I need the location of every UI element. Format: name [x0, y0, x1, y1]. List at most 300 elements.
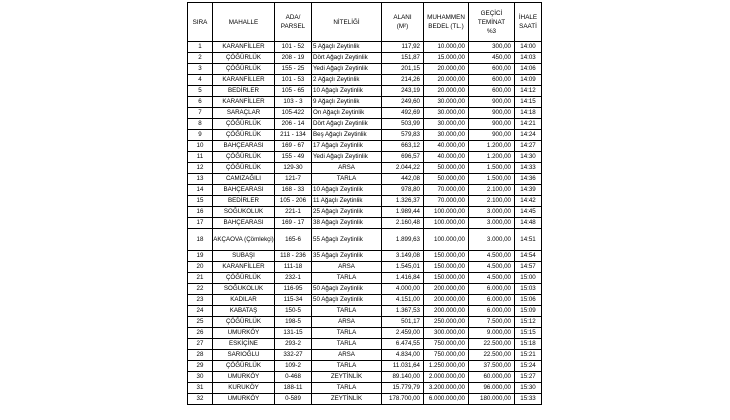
cell-alani: 1.367,53 [382, 306, 424, 317]
cell-ada-parsel: 111-18 [275, 262, 312, 273]
table-row [188, 130, 542, 141]
table-row [188, 163, 542, 174]
table-row [188, 152, 542, 163]
cell-muhammen-bedel: 750.000,00 [424, 350, 469, 361]
cell-sira: 1 [188, 42, 213, 53]
cell-sira: 19 [188, 251, 213, 262]
cell-ada-parsel: 118 - 236 [275, 251, 312, 262]
cell-mahalle: AKÇAOVA (Çömlekçi) [213, 229, 275, 251]
cell-sira: 31 [188, 383, 213, 394]
cell-sira: 22 [188, 284, 213, 295]
cell-sira: 24 [188, 306, 213, 317]
cell-mahalle: BAHÇEARASI [213, 141, 275, 152]
cell-alani: 1.899,63 [382, 229, 424, 251]
cell-mahalle: BEDİRLER [213, 86, 275, 97]
cell-niteligi: ARSA [312, 262, 382, 273]
cell-muhammen-bedel: 20.000,00 [424, 64, 469, 75]
cell-ihale-saati: 15:06 [515, 295, 542, 306]
cell-muhammen-bedel: 2.000.000,00 [424, 372, 469, 383]
cell-gecici-teminat: 900,00 [469, 130, 515, 141]
cell-mahalle: BAHÇEARASI [213, 185, 275, 196]
cell-alani: 2.459,00 [382, 328, 424, 339]
cell-sira: 12 [188, 163, 213, 174]
table-row [188, 207, 542, 218]
cell-gecici-teminat: 3.000,00 [469, 207, 515, 218]
table-row [188, 306, 542, 317]
table-row [188, 119, 542, 130]
cell-ada-parsel: 198-5 [275, 317, 312, 328]
cell-muhammen-bedel: 15.000,00 [424, 53, 469, 64]
cell-mahalle: SOĞUKOLUK [213, 284, 275, 295]
cell-niteligi: TARLA [312, 339, 382, 350]
table-row [188, 394, 542, 405]
cell-muhammen-bedel: 150.000,00 [424, 251, 469, 262]
cell-ada-parsel: 105 - 206 [275, 196, 312, 207]
table-row [188, 97, 542, 108]
cell-niteligi: 10 Ağaçlı Zeytinlik [312, 185, 382, 196]
cell-ada-parsel: 101 - 53 [275, 75, 312, 86]
cell-mahalle: ÇÖĞÜRLÜK [213, 64, 275, 75]
cell-ihale-saati: 14:27 [515, 141, 542, 152]
cell-niteligi: TARLA [312, 383, 382, 394]
cell-mahalle: SARIOĞLU [213, 350, 275, 361]
cell-niteligi: 25 Ağaçlı Zeytinlik [312, 207, 382, 218]
cell-ada-parsel: 188-11 [275, 383, 312, 394]
cell-ihale-saati: 14:06 [515, 64, 542, 75]
cell-alani: 15.779,79 [382, 383, 424, 394]
cell-alani: 11.031,64 [382, 361, 424, 372]
cell-niteligi: Yedi Ağaçlı Zeytinlik [312, 64, 382, 75]
cell-gecici-teminat: 3.000,00 [469, 218, 515, 229]
cell-mahalle: KARANFİLLER [213, 97, 275, 108]
cell-muhammen-bedel: 100.000,00 [424, 218, 469, 229]
cell-muhammen-bedel: 150.000,00 [424, 273, 469, 284]
cell-ada-parsel: 116-95 [275, 284, 312, 295]
cell-ihale-saati: 14:57 [515, 262, 542, 273]
cell-sira: 27 [188, 339, 213, 350]
cell-sira: 17 [188, 218, 213, 229]
cell-alani: 1.545,01 [382, 262, 424, 273]
cell-muhammen-bedel: 150.000,00 [424, 262, 469, 273]
cell-mahalle: BAHÇEARASI [213, 218, 275, 229]
header-alani: ALANI (M²) [382, 3, 424, 42]
cell-gecici-teminat: 600,00 [469, 75, 515, 86]
cell-gecici-teminat: 4.500,00 [469, 273, 515, 284]
table-row [188, 108, 542, 119]
cell-niteligi: 2 Ağaçlı Zeytinlik [312, 75, 382, 86]
table-body [188, 42, 542, 405]
cell-mahalle: SARAÇLAR [213, 108, 275, 119]
cell-niteligi: 35 Ağaçlı Zeytinlik [312, 251, 382, 262]
cell-sira: 28 [188, 350, 213, 361]
cell-sira: 11 [188, 152, 213, 163]
cell-ihale-saati: 14:03 [515, 53, 542, 64]
cell-muhammen-bedel: 20.000,00 [424, 75, 469, 86]
cell-muhammen-bedel: 250.000,00 [424, 317, 469, 328]
cell-muhammen-bedel: 30.000,00 [424, 119, 469, 130]
table-row [188, 262, 542, 273]
table-row [188, 64, 542, 75]
cell-muhammen-bedel: 200.000,00 [424, 306, 469, 317]
table-row [188, 185, 542, 196]
cell-mahalle: KURUKÖY [213, 383, 275, 394]
cell-mahalle: KARANFİLLER [213, 75, 275, 86]
cell-niteligi: Dört Ağaçlı Zeytinlik [312, 119, 382, 130]
cell-mahalle: KABATAŞ [213, 306, 275, 317]
cell-alani: 503,99 [382, 119, 424, 130]
cell-ihale-saati: 14:21 [515, 119, 542, 130]
cell-muhammen-bedel: 70.000,00 [424, 185, 469, 196]
cell-ihale-saati: 14:42 [515, 196, 542, 207]
cell-muhammen-bedel: 6.000.000,00 [424, 394, 469, 405]
table-row [188, 251, 542, 262]
cell-ihale-saati: 14:00 [515, 42, 542, 53]
cell-ada-parsel: 131-15 [275, 328, 312, 339]
cell-gecici-teminat: 1.200,00 [469, 141, 515, 152]
cell-muhammen-bedel: 30.000,00 [424, 97, 469, 108]
cell-alani: 1.416,84 [382, 273, 424, 284]
cell-niteligi: 38 Ağaçlı Zeytinlik [312, 218, 382, 229]
cell-mahalle: CAMIZAĞILI [213, 174, 275, 185]
cell-niteligi: 5 Ağaçlı Zeytinlik [312, 42, 382, 53]
cell-gecici-teminat: 6.000,00 [469, 295, 515, 306]
cell-mahalle: UMURKÖY [213, 372, 275, 383]
cell-ada-parsel: 232-1 [275, 273, 312, 284]
cell-ada-parsel: 150-5 [275, 306, 312, 317]
cell-sira: 8 [188, 119, 213, 130]
cell-gecici-teminat: 4.500,00 [469, 262, 515, 273]
cell-alani: 151,87 [382, 53, 424, 64]
cell-ada-parsel: 169 - 17 [275, 218, 312, 229]
table-row [188, 328, 542, 339]
cell-ada-parsel: 165-6 [275, 229, 312, 251]
cell-muhammen-bedel: 50.000,00 [424, 163, 469, 174]
auction-table [187, 2, 542, 405]
table-row [188, 218, 542, 229]
cell-ada-parsel: 105 - 65 [275, 86, 312, 97]
header-row [188, 3, 542, 42]
table-row [188, 372, 542, 383]
cell-gecici-teminat: 22.500,00 [469, 339, 515, 350]
cell-muhammen-bedel: 100.000,00 [424, 207, 469, 218]
cell-ada-parsel: 155 - 25 [275, 64, 312, 75]
cell-mahalle: KARANFİLLER [213, 42, 275, 53]
cell-sira: 5 [188, 86, 213, 97]
cell-gecici-teminat: 96.000,00 [469, 383, 515, 394]
cell-sira: 15 [188, 196, 213, 207]
cell-ihale-saati: 15:12 [515, 317, 542, 328]
cell-ihale-saati: 15:24 [515, 361, 542, 372]
cell-mahalle: UMURKÖY [213, 394, 275, 405]
cell-ada-parsel: 105-422 [275, 108, 312, 119]
cell-gecici-teminat: 37.500,00 [469, 361, 515, 372]
cell-alani: 1.326,37 [382, 196, 424, 207]
cell-sira: 26 [188, 328, 213, 339]
cell-muhammen-bedel: 1.250.000,00 [424, 361, 469, 372]
cell-muhammen-bedel: 40.000,00 [424, 152, 469, 163]
cell-ada-parsel: 121-7 [275, 174, 312, 185]
cell-gecici-teminat: 4.500,00 [469, 251, 515, 262]
cell-niteligi: 50 Ağaçlı Zeytinlik [312, 284, 382, 295]
table-row [188, 295, 542, 306]
cell-muhammen-bedel: 20.000,00 [424, 86, 469, 97]
cell-muhammen-bedel: 200.000,00 [424, 295, 469, 306]
table-row [188, 174, 542, 185]
cell-ihale-saati: 14:36 [515, 174, 542, 185]
table-row [188, 42, 542, 53]
cell-sira: 18 [188, 229, 213, 251]
cell-sira: 6 [188, 97, 213, 108]
cell-sira: 20 [188, 262, 213, 273]
cell-alani: 4.000,00 [382, 284, 424, 295]
cell-ihale-saati: 15:33 [515, 394, 542, 405]
table-row [188, 196, 542, 207]
cell-gecici-teminat: 1.500,00 [469, 163, 515, 174]
cell-muhammen-bedel: 40.000,00 [424, 141, 469, 152]
cell-mahalle: BEDİRLER [213, 196, 275, 207]
cell-mahalle: ESKİÇİNE [213, 339, 275, 350]
cell-niteligi: ZEYTİNLİK [312, 394, 382, 405]
cell-alani: 4.834,00 [382, 350, 424, 361]
cell-ihale-saati: 15:00 [515, 273, 542, 284]
cell-niteligi: ARSA [312, 317, 382, 328]
cell-niteligi: TARLA [312, 306, 382, 317]
cell-niteligi: Beş Ağaçlı Zeytinlik [312, 130, 382, 141]
cell-ihale-saati: 15:27 [515, 372, 542, 383]
cell-muhammen-bedel: 10.000,00 [424, 42, 469, 53]
cell-ihale-saati: 14:09 [515, 75, 542, 86]
cell-sira: 9 [188, 130, 213, 141]
cell-alani: 243,19 [382, 86, 424, 97]
cell-sira: 10 [188, 141, 213, 152]
cell-mahalle: UMURKÖY [213, 328, 275, 339]
cell-mahalle: SOĞUKOLUK [213, 207, 275, 218]
cell-ada-parsel: 101 - 52 [275, 42, 312, 53]
cell-mahalle: ÇÖĞÜRLÜK [213, 317, 275, 328]
cell-alani: 249,60 [382, 97, 424, 108]
cell-alani: 117,92 [382, 42, 424, 53]
cell-sira: 14 [188, 185, 213, 196]
cell-sira: 2 [188, 53, 213, 64]
cell-ada-parsel: 168 - 33 [275, 185, 312, 196]
cell-niteligi: TARLA [312, 273, 382, 284]
auction-table-container [187, 2, 541, 405]
cell-alani: 442,08 [382, 174, 424, 185]
cell-sira: 3 [188, 64, 213, 75]
cell-ihale-saati: 14:33 [515, 163, 542, 174]
cell-gecici-teminat: 6.000,00 [469, 306, 515, 317]
cell-mahalle: KADILAR [213, 295, 275, 306]
cell-gecici-teminat: 60.000,00 [469, 372, 515, 383]
table-row [188, 141, 542, 152]
header-niteligi: NİTELİĞİ [312, 3, 382, 42]
cell-gecici-teminat: 7.500,00 [469, 317, 515, 328]
cell-muhammen-bedel: 3.200.000,00 [424, 383, 469, 394]
cell-gecici-teminat: 9.000,00 [469, 328, 515, 339]
cell-sira: 16 [188, 207, 213, 218]
cell-ada-parsel: 208 - 19 [275, 53, 312, 64]
cell-muhammen-bedel: 70.000,00 [424, 196, 469, 207]
cell-ihale-saati: 14:18 [515, 108, 542, 119]
cell-ihale-saati: 15:15 [515, 328, 542, 339]
cell-niteligi: TARLA [312, 174, 382, 185]
cell-ada-parsel: 211 - 134 [275, 130, 312, 141]
cell-gecici-teminat: 6.000,00 [469, 284, 515, 295]
cell-ada-parsel: 109-2 [275, 361, 312, 372]
cell-sira: 4 [188, 75, 213, 86]
cell-gecici-teminat: 900,00 [469, 119, 515, 130]
table-row [188, 339, 542, 350]
cell-alani: 579,83 [382, 130, 424, 141]
cell-ihale-saati: 14:15 [515, 97, 542, 108]
cell-niteligi: ARSA [312, 350, 382, 361]
cell-mahalle: SUBAŞI [213, 251, 275, 262]
cell-ada-parsel: 103 - 3 [275, 97, 312, 108]
cell-niteligi: 17 Ağaçlı Zeytinlik [312, 141, 382, 152]
cell-ihale-saati: 14:54 [515, 251, 542, 262]
cell-gecici-teminat: 22.500,00 [469, 350, 515, 361]
cell-niteligi: 50 Ağaçlı Zeytinlik [312, 295, 382, 306]
cell-sira: 13 [188, 174, 213, 185]
cell-mahalle: ÇÖĞÜRLÜK [213, 361, 275, 372]
cell-ada-parsel: 169 - 67 [275, 141, 312, 152]
cell-niteligi: ARSA [312, 163, 382, 174]
cell-ihale-saati: 14:51 [515, 229, 542, 251]
cell-sira: 29 [188, 361, 213, 372]
table-row [188, 53, 542, 64]
table-row [188, 86, 542, 97]
cell-muhammen-bedel: 750.000,00 [424, 339, 469, 350]
cell-alani: 2.044,22 [382, 163, 424, 174]
cell-gecici-teminat: 900,00 [469, 97, 515, 108]
cell-alani: 978,80 [382, 185, 424, 196]
cell-ada-parsel: 129-30 [275, 163, 312, 174]
cell-alani: 201,15 [382, 64, 424, 75]
cell-mahalle: ÇÖĞÜRLÜK [213, 119, 275, 130]
cell-gecici-teminat: 600,00 [469, 64, 515, 75]
cell-sira: 21 [188, 273, 213, 284]
table-row [188, 273, 542, 284]
cell-ihale-saati: 14:39 [515, 185, 542, 196]
cell-ada-parsel: 206 - 14 [275, 119, 312, 130]
cell-gecici-teminat: 2.100,00 [469, 196, 515, 207]
cell-gecici-teminat: 300,00 [469, 42, 515, 53]
cell-mahalle: ÇÖĞÜRLÜK [213, 53, 275, 64]
cell-niteligi: ZEYTİNLİK [312, 372, 382, 383]
cell-muhammen-bedel: 30.000,00 [424, 108, 469, 119]
cell-gecici-teminat: 1.200,00 [469, 152, 515, 163]
cell-sira: 23 [188, 295, 213, 306]
cell-niteligi: TARLA [312, 361, 382, 372]
table-row [188, 383, 542, 394]
cell-gecici-teminat: 450,00 [469, 53, 515, 64]
header-sira: SIRA [188, 3, 213, 42]
cell-gecici-teminat: 3.000,00 [469, 229, 515, 251]
table-row [188, 284, 542, 295]
cell-niteligi: 9 Ağaçlı Zeytinlik [312, 97, 382, 108]
table-row [188, 229, 542, 251]
cell-ihale-saati: 15:30 [515, 383, 542, 394]
cell-niteligi: 10 Ağaçlı Zeytinlik [312, 86, 382, 97]
cell-ada-parsel: 0-468 [275, 372, 312, 383]
table-row [188, 350, 542, 361]
cell-sira: 30 [188, 372, 213, 383]
cell-niteligi: TARLA [312, 328, 382, 339]
cell-ada-parsel: 221-1 [275, 207, 312, 218]
cell-ada-parsel: 293-2 [275, 339, 312, 350]
cell-ihale-saati: 15:18 [515, 339, 542, 350]
cell-ihale-saati: 14:24 [515, 130, 542, 141]
cell-mahalle: ÇÖĞÜRLÜK [213, 130, 275, 141]
cell-muhammen-bedel: 200.000,00 [424, 284, 469, 295]
cell-ihale-saati: 14:12 [515, 86, 542, 97]
cell-sira: 25 [188, 317, 213, 328]
cell-alani: 492,69 [382, 108, 424, 119]
cell-gecici-teminat: 600,00 [469, 86, 515, 97]
cell-ada-parsel: 155 - 49 [275, 152, 312, 163]
cell-niteligi: 11 Ağaçlı Zeytinlik [312, 196, 382, 207]
cell-mahalle: ÇÖĞÜRLÜK [213, 152, 275, 163]
cell-alani: 696,57 [382, 152, 424, 163]
cell-niteligi: 55 Ağaçlı Zeytinlik [312, 229, 382, 251]
cell-alani: 501,17 [382, 317, 424, 328]
cell-alani: 6.474,55 [382, 339, 424, 350]
cell-muhammen-bedel: 100.000,00 [424, 229, 469, 251]
cell-muhammen-bedel: 50.000,00 [424, 174, 469, 185]
cell-alani: 4.151,00 [382, 295, 424, 306]
cell-gecici-teminat: 900,00 [469, 108, 515, 119]
cell-mahalle: KARANFİLLER [213, 262, 275, 273]
cell-alani: 3.149,08 [382, 251, 424, 262]
cell-gecici-teminat: 1.500,00 [469, 174, 515, 185]
table-row [188, 317, 542, 328]
cell-ihale-saati: 14:48 [515, 218, 542, 229]
cell-gecici-teminat: 180.000,00 [469, 394, 515, 405]
cell-alani: 89.140,00 [382, 372, 424, 383]
cell-sira: 7 [188, 108, 213, 119]
cell-alani: 2.160,48 [382, 218, 424, 229]
cell-alani: 178.700,00 [382, 394, 424, 405]
cell-muhammen-bedel: 30.000,00 [424, 130, 469, 141]
header-ada-parsel: ADA/ PARSEL [275, 3, 312, 42]
cell-gecici-teminat: 2.100,00 [469, 185, 515, 196]
header-muhammen-bedel: MUHAMMEN BEDEL (TL.) [424, 3, 469, 42]
cell-ihale-saati: 15:03 [515, 284, 542, 295]
cell-muhammen-bedel: 300.000,00 [424, 328, 469, 339]
cell-ihale-saati: 14:45 [515, 207, 542, 218]
cell-ada-parsel: 0-589 [275, 394, 312, 405]
cell-ihale-saati: 15:21 [515, 350, 542, 361]
cell-ihale-saati: 14:30 [515, 152, 542, 163]
cell-mahalle: ÇÖĞÜRLÜK [213, 163, 275, 174]
cell-niteligi: Yedi Ağaçlı Zeytinlik [312, 152, 382, 163]
header-ihale-saati: İHALE SAATİ [515, 3, 542, 42]
cell-alani: 214,26 [382, 75, 424, 86]
cell-mahalle: ÇÖĞÜRLÜK [213, 273, 275, 284]
table-row [188, 361, 542, 372]
header-gecici-teminat: GEÇİCİ TEMİNAT %3 [469, 3, 515, 42]
cell-alani: 1.989,44 [382, 207, 424, 218]
header-mahalle: MAHALLE [213, 3, 275, 42]
cell-niteligi: On Ağaçlı Zeytinlik [312, 108, 382, 119]
table-row [188, 75, 542, 86]
cell-alani: 663,12 [382, 141, 424, 152]
cell-niteligi: Dört Ağaçlı Zeytinlik [312, 53, 382, 64]
cell-ihale-saati: 15:09 [515, 306, 542, 317]
cell-sira: 32 [188, 394, 213, 405]
cell-ada-parsel: 332-27 [275, 350, 312, 361]
cell-ada-parsel: 115-34 [275, 295, 312, 306]
